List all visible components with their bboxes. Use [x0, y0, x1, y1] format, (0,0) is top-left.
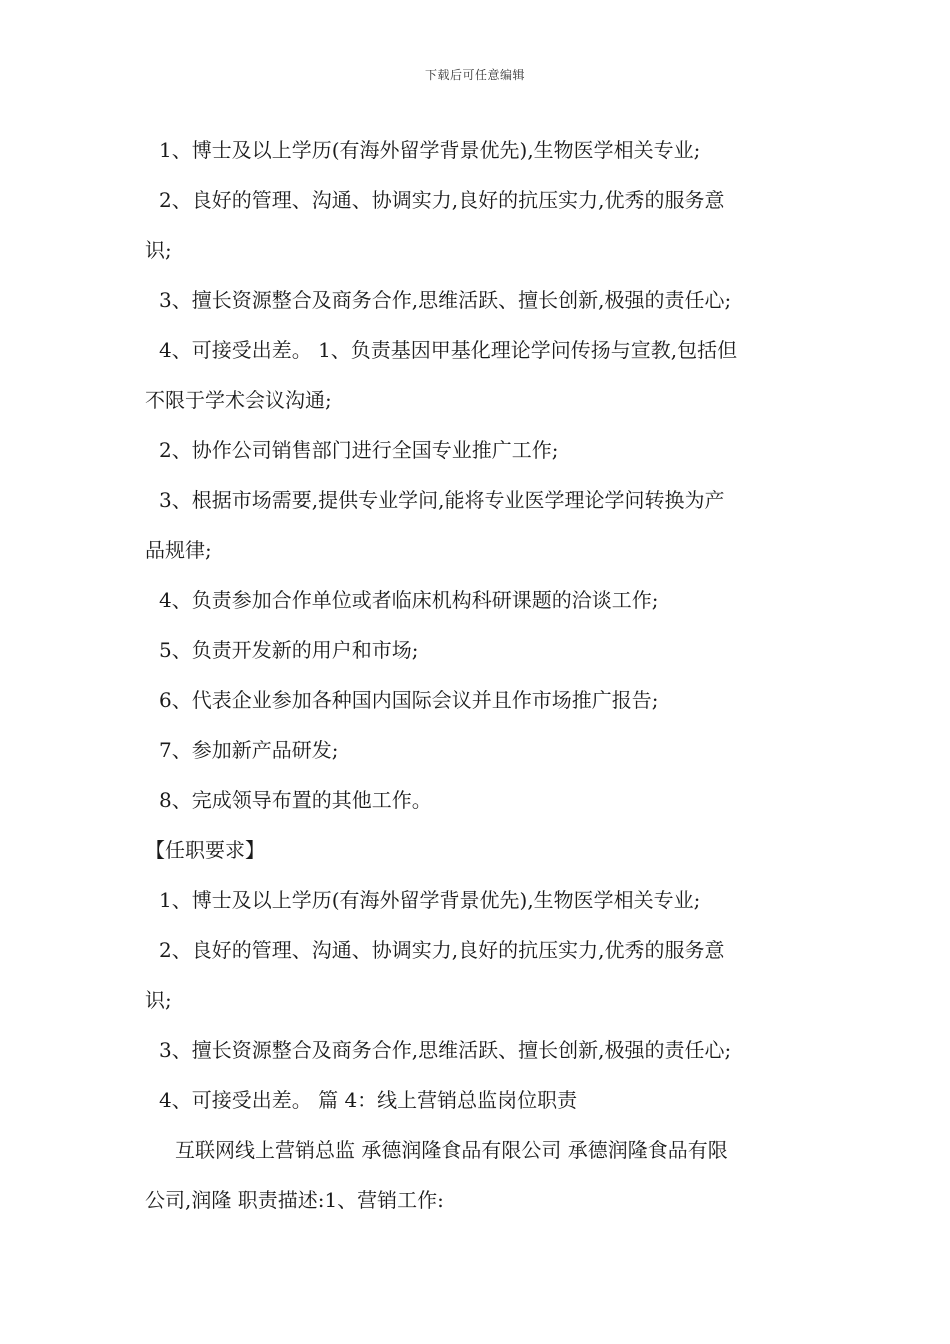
text-line: 3、擅长资源整合及商务合作,思维活跃、擅长创新,极强的责任心;	[159, 288, 732, 312]
text-line: 2、协作公司销售部门进行全国专业推广工作;	[159, 438, 559, 462]
text-line: 不限于学术会议沟通;	[145, 388, 332, 412]
text-line: 8、完成领导布置的其他工作。	[159, 788, 432, 812]
document-body	[145, 132, 810, 1232]
text-line: 5、负责开发新的用户和市场;	[159, 638, 419, 662]
text-line: 2、良好的管理、沟通、协调实力,良好的抗压实力,优秀的服务意	[159, 938, 725, 962]
text-line: 互联网线上营销总监 承德润隆食品有限公司 承德润隆食品有限	[175, 1138, 728, 1162]
text-line: 1、博士及以上学历(有海外留学背景优先),生物医学相关专业;	[159, 138, 701, 162]
text-line: 3、根据市场需要,提供专业学问,能将专业医学理论学问转换为产	[159, 488, 725, 512]
text-line: 3、擅长资源整合及商务合作,思维活跃、擅长创新,极强的责任心;	[159, 1038, 732, 1062]
text-line: 1、博士及以上学历(有海外留学背景优先),生物医学相关专业;	[159, 888, 701, 912]
text-line: 7、参加新产品研发;	[159, 738, 339, 762]
text-line: 公司,润隆 职责描述:1、营销工作:	[145, 1188, 444, 1212]
text-line: 识;	[145, 988, 172, 1012]
text-line: 4、负责参加合作单位或者临床机构科研课题的洽谈工作;	[159, 588, 659, 612]
text-line: 2、良好的管理、沟通、协调实力,良好的抗压实力,优秀的服务意	[159, 188, 725, 212]
text-line: 品规律;	[145, 538, 212, 562]
text-line: 4、可接受出差。 1、负责基因甲基化理论学问传扬与宣教,包括但	[159, 338, 738, 362]
text-line: 6、代表企业参加各种国内国际会议并且作市场推广报告;	[159, 688, 659, 712]
section-heading: 【任职要求】	[145, 838, 265, 862]
text-line: 4、可接受出差。 篇 4：线上营销总监岗位职责	[159, 1088, 578, 1112]
page-header: 下载后可任意编辑	[424, 68, 525, 82]
text-line: 识;	[145, 238, 172, 262]
